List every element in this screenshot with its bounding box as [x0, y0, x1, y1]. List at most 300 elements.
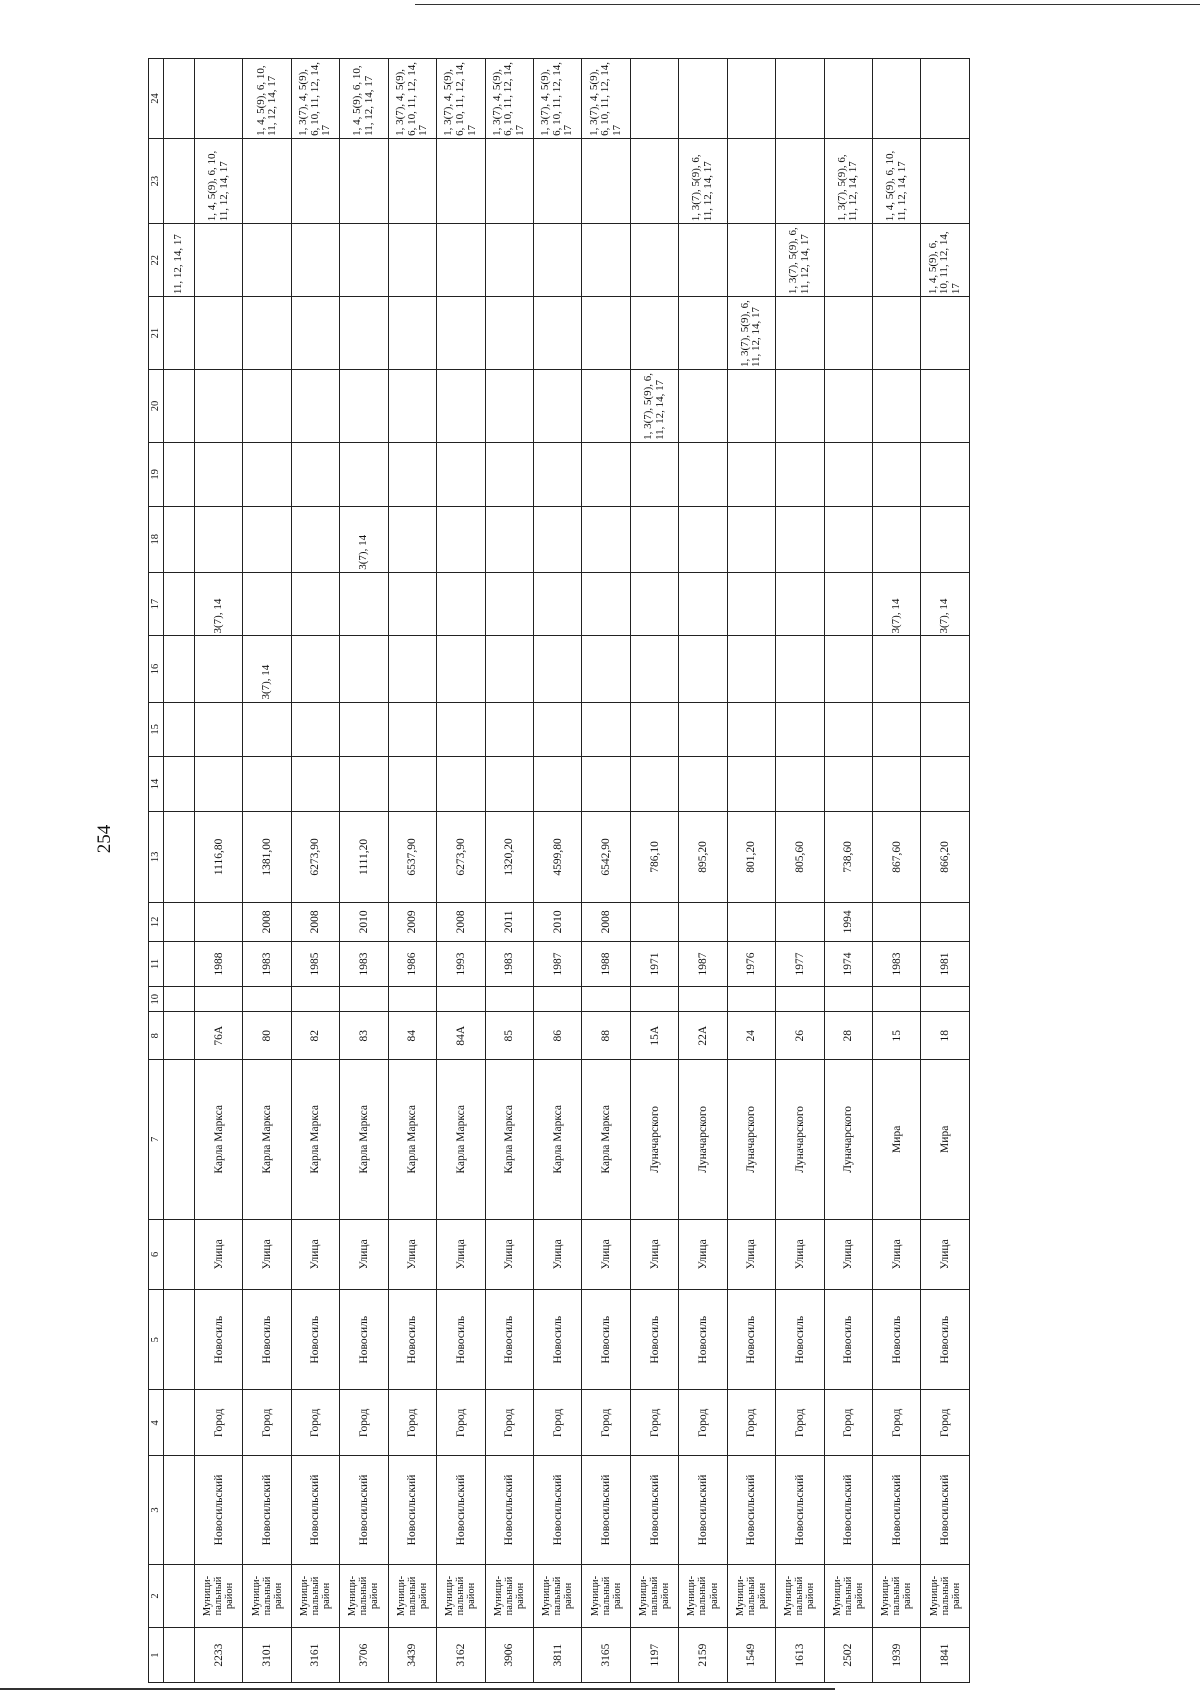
table-cell [437, 370, 485, 443]
table-cell: 1939 [873, 1628, 921, 1683]
table-cell: Муници-пальный район [485, 1564, 533, 1628]
table-cell [582, 572, 630, 636]
table-cell [824, 297, 872, 370]
table-cell [873, 636, 921, 702]
table-cell [291, 370, 339, 443]
table-cell: Муници-пальный район [921, 1564, 970, 1628]
table-cell [164, 1219, 195, 1290]
table-cell: 801,20 [727, 811, 775, 902]
table-cell [727, 636, 775, 702]
table-cell [582, 224, 630, 297]
table-cell [921, 297, 970, 370]
column-header: 8 [149, 1012, 164, 1060]
table-cell [437, 138, 485, 223]
table-cell: Город [194, 1390, 242, 1456]
table-cell: 1, 3(7), 5(9), 6, 11, 12, 14, 17 [727, 297, 775, 370]
column-header: 3 [149, 1456, 164, 1564]
table-row [533, 59, 581, 1683]
table-cell [776, 138, 824, 223]
table-cell [164, 902, 195, 941]
table-cell [388, 987, 436, 1012]
table-cell: 1986 [388, 941, 436, 987]
table-cell: 3(7), 14 [340, 506, 388, 572]
table-cell [776, 702, 824, 757]
table-cell: 1983 [340, 941, 388, 987]
table-cell [921, 902, 970, 941]
scan-edge-top [415, 4, 1200, 5]
table-cell [679, 224, 727, 297]
table-cell [582, 506, 630, 572]
table-cell [630, 442, 678, 506]
table-cell [582, 636, 630, 702]
table-cell: 1985 [291, 941, 339, 987]
table-cell: 15А [630, 1012, 678, 1060]
table-cell [727, 757, 775, 812]
table-cell [873, 370, 921, 443]
table-cell [630, 224, 678, 297]
table-cell [776, 370, 824, 443]
table-cell: 1, 3(7), 4, 5(9), 6, 10, 11, 12, 14, 17 [533, 59, 581, 139]
table-cell: Карла Маркса [243, 1060, 291, 1219]
table-cell: Луначарского [630, 1060, 678, 1219]
table-cell [727, 572, 775, 636]
table-row [679, 59, 727, 1683]
table-cell [824, 987, 872, 1012]
rotated-table-container [148, 58, 970, 1683]
table-cell: 3(7), 14 [873, 572, 921, 636]
table-cell: 3439 [388, 1628, 436, 1683]
table-cell: 2010 [340, 902, 388, 941]
table-cell: 738,60 [824, 811, 872, 902]
table-cell [630, 636, 678, 702]
table-cell [824, 506, 872, 572]
table-cell [340, 442, 388, 506]
table-cell: 2233 [194, 1628, 242, 1683]
table-cell [194, 702, 242, 757]
table-cell: 85 [485, 1012, 533, 1060]
table-cell [243, 757, 291, 812]
column-header: 5 [149, 1290, 164, 1390]
table-cell [340, 370, 388, 443]
table-cell: Карла Маркса [194, 1060, 242, 1219]
table-cell: Карла Маркса [388, 1060, 436, 1219]
table-cell [194, 442, 242, 506]
table-cell [388, 757, 436, 812]
table-cell [164, 138, 195, 223]
table-cell: 2502 [824, 1628, 872, 1683]
table-row [824, 59, 872, 1683]
table-cell [582, 987, 630, 1012]
table-cell: 1, 3(7), 4, 5(9), 6, 10, 11, 12, 14, 17 [582, 59, 630, 139]
table-cell [776, 442, 824, 506]
column-header: 2 [149, 1564, 164, 1628]
table-cell: 1, 4, 5(9), 6, 10, 11, 12, 14, 17 [921, 224, 970, 297]
table-cell: Новосильский [437, 1456, 485, 1564]
table-cell: 1988 [582, 941, 630, 987]
table-cell [485, 506, 533, 572]
table-cell: Новосиль [727, 1290, 775, 1390]
table-cell: Город [340, 1390, 388, 1456]
table-cell: Муници-пальный район [824, 1564, 872, 1628]
table-cell [485, 370, 533, 443]
table-cell [164, 987, 195, 1012]
table-cell: Новосильский [776, 1456, 824, 1564]
table-cell: 1613 [776, 1628, 824, 1683]
table-cell [291, 506, 339, 572]
table-cell [776, 506, 824, 572]
table-cell: 1983 [873, 941, 921, 987]
table-cell: Новосиль [485, 1290, 533, 1390]
table-cell: 1993 [437, 941, 485, 987]
table-cell: Новосильский [824, 1456, 872, 1564]
table-cell: Новосиль [824, 1290, 872, 1390]
table-row [194, 59, 242, 1683]
table-cell [727, 987, 775, 1012]
table-cell: Улица [533, 1219, 581, 1290]
table-cell: Карла Маркса [291, 1060, 339, 1219]
table-cell [164, 757, 195, 812]
table-cell [533, 987, 581, 1012]
table-cell [437, 442, 485, 506]
column-header: 21 [149, 297, 164, 370]
table-cell: 1987 [533, 941, 581, 987]
column-header: 13 [149, 811, 164, 902]
table-cell: 1, 3(7), 5(9), 6, 11, 12, 14, 17 [630, 370, 678, 443]
table-row [243, 59, 291, 1683]
table-cell: 11, 12, 14, 17 [164, 224, 195, 297]
table-row [437, 59, 485, 1683]
table-cell [340, 987, 388, 1012]
table-cell [291, 138, 339, 223]
table-cell: 6537,90 [388, 811, 436, 902]
table-cell: Город [485, 1390, 533, 1456]
table-cell [194, 506, 242, 572]
column-header: 18 [149, 506, 164, 572]
table-cell: 1994 [824, 902, 872, 941]
table-cell [388, 224, 436, 297]
table-cell [533, 702, 581, 757]
table-cell [921, 506, 970, 572]
table-cell [164, 1390, 195, 1456]
table-cell: 866,20 [921, 811, 970, 902]
table-cell [630, 987, 678, 1012]
table-row [873, 59, 921, 1683]
table-cell: Новосильский [533, 1456, 581, 1564]
table-cell: Луначарского [727, 1060, 775, 1219]
table-cell [243, 442, 291, 506]
table-cell: 1, 3(7), 5(9), 6, 11, 12, 14, 17 [679, 138, 727, 223]
table-cell: Новосиль [873, 1290, 921, 1390]
table-cell [873, 757, 921, 812]
table-cell: 3165 [582, 1628, 630, 1683]
table-cell: 1197 [630, 1628, 678, 1683]
table-cell [388, 702, 436, 757]
table-cell [630, 572, 678, 636]
table-cell [873, 224, 921, 297]
table-cell [243, 138, 291, 223]
table-cell [582, 297, 630, 370]
table-cell [873, 59, 921, 139]
table-cell: Муници-пальный район [194, 1564, 242, 1628]
table-cell [388, 370, 436, 443]
table-cell [679, 702, 727, 757]
table-cell: Улица [291, 1219, 339, 1290]
table-cell: Новосильский [340, 1456, 388, 1564]
table-cell: Новосильский [921, 1456, 970, 1564]
table-row [340, 59, 388, 1683]
table-cell: Улица [388, 1219, 436, 1290]
column-header: 6 [149, 1219, 164, 1290]
table-cell: Муници-пальный район [679, 1564, 727, 1628]
table-cell: Улица [679, 1219, 727, 1290]
table-cell: Улица [243, 1219, 291, 1290]
table-cell [921, 987, 970, 1012]
table-cell [533, 442, 581, 506]
table-cell: Новосильский [291, 1456, 339, 1564]
table-cell: Новосиль [921, 1290, 970, 1390]
table-cell: Улица [582, 1219, 630, 1290]
table-cell: Город [437, 1390, 485, 1456]
table-cell: 2009 [388, 902, 436, 941]
table-cell [533, 506, 581, 572]
table-cell: 1981 [921, 941, 970, 987]
table-cell: 3(7), 14 [194, 572, 242, 636]
table-cell: Новосиль [582, 1290, 630, 1390]
table-cell: Город [582, 1390, 630, 1456]
table-cell [727, 224, 775, 297]
table-cell [873, 506, 921, 572]
table-cell: 1, 3(7), 5(9), 6, 11, 12, 14, 17 [776, 224, 824, 297]
table-cell [164, 442, 195, 506]
table-cell: Улица [776, 1219, 824, 1290]
column-header: 12 [149, 902, 164, 941]
table-cell [340, 138, 388, 223]
table-cell [340, 702, 388, 757]
table-cell [164, 506, 195, 572]
table-cell [164, 297, 195, 370]
column-header: 20 [149, 370, 164, 443]
table-cell: 1983 [485, 941, 533, 987]
table-cell [437, 506, 485, 572]
table-cell: Карла Маркса [340, 1060, 388, 1219]
table-cell [164, 1060, 195, 1219]
table-cell: 6542,90 [582, 811, 630, 902]
table-cell: Луначарского [679, 1060, 727, 1219]
table-cell [437, 987, 485, 1012]
table-cell: Муници-пальный район [630, 1564, 678, 1628]
table-cell [679, 297, 727, 370]
table-cell: 3706 [340, 1628, 388, 1683]
table-cell: 1, 3(7), 5(9), 6, 11, 12, 14, 17 [824, 138, 872, 223]
table-cell [291, 442, 339, 506]
table-cell [630, 506, 678, 572]
table-cell: Карла Маркса [437, 1060, 485, 1219]
table-cell: 18 [921, 1012, 970, 1060]
table-cell: Карла Маркса [582, 1060, 630, 1219]
table-row [776, 59, 824, 1683]
table-cell [388, 442, 436, 506]
table-row [727, 59, 775, 1683]
table-cell [921, 59, 970, 139]
table-cell [164, 1456, 195, 1564]
table-cell [437, 224, 485, 297]
table-cell [437, 297, 485, 370]
table-cell: Муници-пальный район [388, 1564, 436, 1628]
table-cell: 83 [340, 1012, 388, 1060]
table-cell: Улица [630, 1219, 678, 1290]
table-cell [437, 636, 485, 702]
table-cell [824, 757, 872, 812]
table-cell: 895,20 [679, 811, 727, 902]
table-cell: Город [776, 1390, 824, 1456]
table-cell [194, 987, 242, 1012]
table-cell: Муници-пальный район [437, 1564, 485, 1628]
table-cell: 6273,90 [291, 811, 339, 902]
table-cell: 3811 [533, 1628, 581, 1683]
column-header: 19 [149, 442, 164, 506]
table-cell: Новосильский [243, 1456, 291, 1564]
table-row [921, 59, 970, 1683]
table-cell: Город [243, 1390, 291, 1456]
table-cell: Город [873, 1390, 921, 1456]
table-cell [533, 224, 581, 297]
table-cell [776, 297, 824, 370]
table-cell [194, 902, 242, 941]
table-cell [164, 370, 195, 443]
table-cell: Луначарского [776, 1060, 824, 1219]
table-cell [485, 636, 533, 702]
table-cell [164, 59, 195, 139]
table-cell [727, 702, 775, 757]
table-cell [340, 224, 388, 297]
table-cell [533, 572, 581, 636]
column-header: 15 [149, 702, 164, 757]
table-cell [679, 572, 727, 636]
table-cell: Новосиль [291, 1290, 339, 1390]
table-cell [291, 702, 339, 757]
table-cell: Город [921, 1390, 970, 1456]
table-cell [921, 636, 970, 702]
table-cell: Новосильский [630, 1456, 678, 1564]
table-cell [533, 297, 581, 370]
table-cell: 1320,20 [485, 811, 533, 902]
table-row [582, 59, 630, 1683]
table-cell: Муници-пальный район [291, 1564, 339, 1628]
table-cell [582, 757, 630, 812]
table-cell [485, 572, 533, 636]
table-cell: Улица [921, 1219, 970, 1290]
table-cell [164, 811, 195, 902]
table-cell [776, 902, 824, 941]
scan-edge-bottom [0, 1688, 835, 1690]
table-cell: 1971 [630, 941, 678, 987]
table-cell [727, 59, 775, 139]
table-cell: 2011 [485, 902, 533, 941]
table-cell: 15 [873, 1012, 921, 1060]
table-cell: 3(7), 14 [921, 572, 970, 636]
table-cell: 82 [291, 1012, 339, 1060]
table-cell [194, 224, 242, 297]
table-cell [485, 757, 533, 812]
table-cell: 1549 [727, 1628, 775, 1683]
table-cell [630, 59, 678, 139]
table-cell [679, 442, 727, 506]
table-cell: Новосиль [340, 1290, 388, 1390]
table-cell [164, 636, 195, 702]
table-cell [727, 370, 775, 443]
table-cell: Новосильский [679, 1456, 727, 1564]
table-cell [533, 138, 581, 223]
table-cell [291, 636, 339, 702]
column-header: 11 [149, 941, 164, 987]
table-cell [164, 941, 195, 987]
table-cell: Новосильский [388, 1456, 436, 1564]
column-header: 17 [149, 572, 164, 636]
table-cell: Город [388, 1390, 436, 1456]
table-cell [679, 59, 727, 139]
table-cell: 1, 4, 5(9), 6, 10, 11, 12, 14, 17 [873, 138, 921, 223]
table-cell [873, 297, 921, 370]
column-header: 16 [149, 636, 164, 702]
table-cell [388, 636, 436, 702]
table-row [164, 59, 195, 1683]
table-cell: Новосиль [194, 1290, 242, 1390]
table-cell [582, 138, 630, 223]
table-cell: 1, 3(7), 4, 5(9), 6, 10, 11, 12, 14, 17 [388, 59, 436, 139]
table-cell: 2159 [679, 1628, 727, 1683]
table-cell [679, 370, 727, 443]
table-cell [291, 224, 339, 297]
table-cell: Новосиль [243, 1290, 291, 1390]
table-cell [485, 297, 533, 370]
table-cell [243, 987, 291, 1012]
table-cell [340, 636, 388, 702]
table-cell [824, 636, 872, 702]
table-cell [533, 757, 581, 812]
table-cell: Улица [824, 1219, 872, 1290]
table-cell [437, 572, 485, 636]
table-cell [679, 636, 727, 702]
table-cell [776, 757, 824, 812]
table-cell: 76А [194, 1012, 242, 1060]
table-cell [194, 59, 242, 139]
table-cell: Мира [921, 1060, 970, 1219]
table-cell [243, 506, 291, 572]
table-cell: 22А [679, 1012, 727, 1060]
table-cell: Муници-пальный район [873, 1564, 921, 1628]
table-cell: Новосиль [388, 1290, 436, 1390]
table-cell [340, 757, 388, 812]
table-cell: 3101 [243, 1628, 291, 1683]
table-row [291, 59, 339, 1683]
table-cell [630, 757, 678, 812]
table-cell: Новосиль [630, 1290, 678, 1390]
table-row [388, 59, 436, 1683]
table-cell: 1, 3(7), 4, 5(9), 6, 10, 11, 12, 14, 17 [291, 59, 339, 139]
table-cell: 1988 [194, 941, 242, 987]
table-cell [921, 370, 970, 443]
table-cell: 805,60 [776, 811, 824, 902]
table-cell: 1111,20 [340, 811, 388, 902]
column-header: 10 [149, 987, 164, 1012]
column-header: 14 [149, 757, 164, 812]
table-cell [824, 442, 872, 506]
table-cell: Новосильский [582, 1456, 630, 1564]
table-cell: 1976 [727, 941, 775, 987]
table-cell: Город [533, 1390, 581, 1456]
table-cell [437, 757, 485, 812]
table-cell: Город [824, 1390, 872, 1456]
